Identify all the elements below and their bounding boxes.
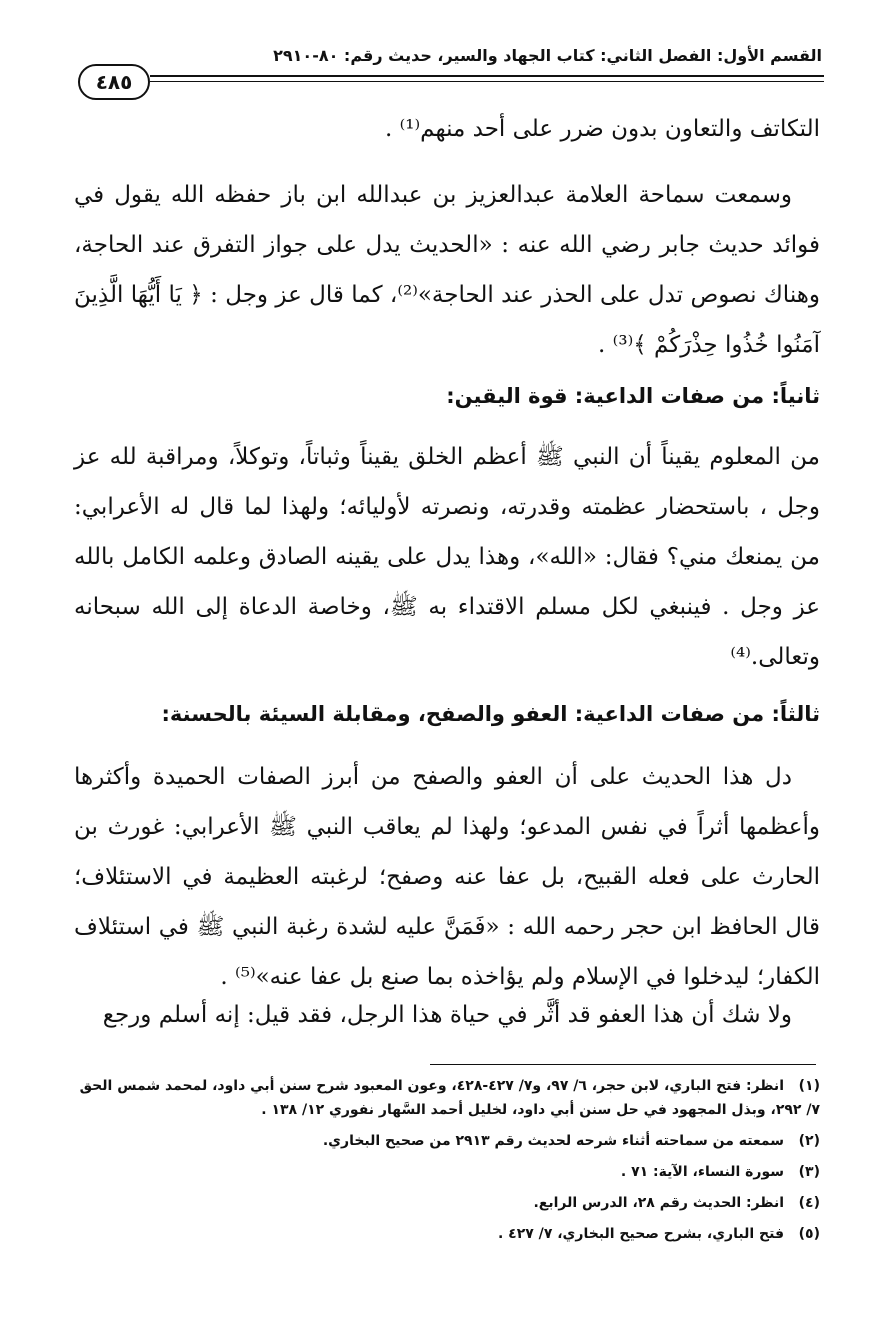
footnote-text: انظر: الحديث رقم ٢٨، الدرس الرابع.: [533, 1195, 784, 1211]
footnotes: [74, 1074, 820, 1253]
footnote-text: فتح الباري، بشرح صحيح البخاري، ٧/ ٤٢٧ .: [497, 1226, 784, 1242]
footnote-text: انظر: فتح الباري، لابن حجر، ٦/ ٩٧، و٧/ ٤٢٧-٤٢٨، وعون المعبود شرح سنن أبي داود، لمحمد شمس الحق ٧/ ٢٩٢، وبذل المجهود في حل سنن أبي داود، لخليل أحمد السَّهار نفوري ١٢/ ١٣٨ .: [79, 1078, 820, 1118]
footnote-text: سورة النساء، الآية: ٧١ .: [620, 1164, 784, 1180]
footnote-separator: [430, 1064, 816, 1065]
footnote-1: [74, 1074, 820, 1122]
running-header: القسم الأول: الفصل الثاني: كتاب الجهاد والسير، حديث رقم: ٨٠-٢٩١٠: [273, 46, 822, 65]
page-number-badge: ٤٨٥: [78, 64, 150, 100]
footnote-5: [74, 1222, 820, 1246]
paragraph-5: ولا شك أن هذا العفو قد أثَّر في حياة هذا الرجل، فقد قيل: إنه أسلم ورجع: [102, 1002, 792, 1028]
footnote-number: (٢): [798, 1133, 820, 1149]
footnote-text: سمعته من سماحته أثناء شرحه لحديث رقم ٢٩١٣ من صحيح البخاري.: [322, 1133, 784, 1149]
heading-forgiveness: ثالثاً: من صفات الداعية: العفو والصفح، ومقابلة السيئة بالحسنة:: [161, 702, 820, 726]
header-rule: [150, 75, 824, 82]
paragraph-2: وسمعت سماحة العلامة عبدالعزيز بن عبدالله ابن باز حفظه الله يقول في فوائد حديث جابر رضي الله عنه : «الحديث يدل على جواز التفرق عند الحاجة، وهناك نصوص تدل على الحذر عند الحاجة»⁽²⁾، كما قال عز وجل : ﴿ يَا أَيُّهَا الَّذِينَ آمَنُوا خُذُوا حِذْرَكُمْ ﴾⁽³⁾ .: [74, 182, 820, 358]
footnote-number: (٥): [798, 1226, 820, 1242]
heading-certainty: ثانياً: من صفات الداعية: قوة اليقين:: [446, 384, 820, 408]
footnote-3: [74, 1160, 820, 1184]
paragraph-3: من المعلوم يقيناً أن النبي ﷺ أعظم الخلق يقيناً وثباتاً، وتوكلاً، ومراقبة لله عز وجل ، باستحضار عظمته وقدرته، ونصرته لأوليائه؛ ولهذا لما قال له الأعرابي: من يمنعك مني؟ فقال: «الله»، وهذا يدل على يقينه الصادق وعلمه الكامل بالله عز وجل . فينبغي لكل مسلم الاقتداء به ﷺ، وخاصة الدعاة إلى الله سبحانه وتعالى.⁽⁴⁾: [74, 444, 820, 670]
paragraph-1: التكاتف والتعاون بدون ضرر على أحد منهم⁽¹⁾ .: [385, 116, 820, 142]
footnote-number: (٣): [798, 1164, 820, 1180]
paragraph-4: دل هذا الحديث على أن العفو والصفح من أبرز الصفات الحميدة وأكثرها وأعظمها أثراً في نفس المدعو؛ ولهذا لم يعاقب النبي ﷺ الأعرابي: غورث بن الحارث على فعله القبيح، بل عفا عنه وصفح؛ لرغبته العظيمة في الاستئلاف؛ قال الحافظ ابن حجر رحمه الله : «فَمَنَّ عليه لشدة رغبة النبي ﷺ في استئلاف الكفار؛ ليدخلوا في الإسلام ولم يؤاخذه بما صنع بل عفا عنه»⁽⁵⁾ .: [74, 764, 820, 990]
footnote-number: (٤): [798, 1195, 820, 1211]
footnote-4: [74, 1191, 820, 1215]
footnote-2: [74, 1129, 820, 1153]
footnote-number: (١): [798, 1078, 820, 1094]
